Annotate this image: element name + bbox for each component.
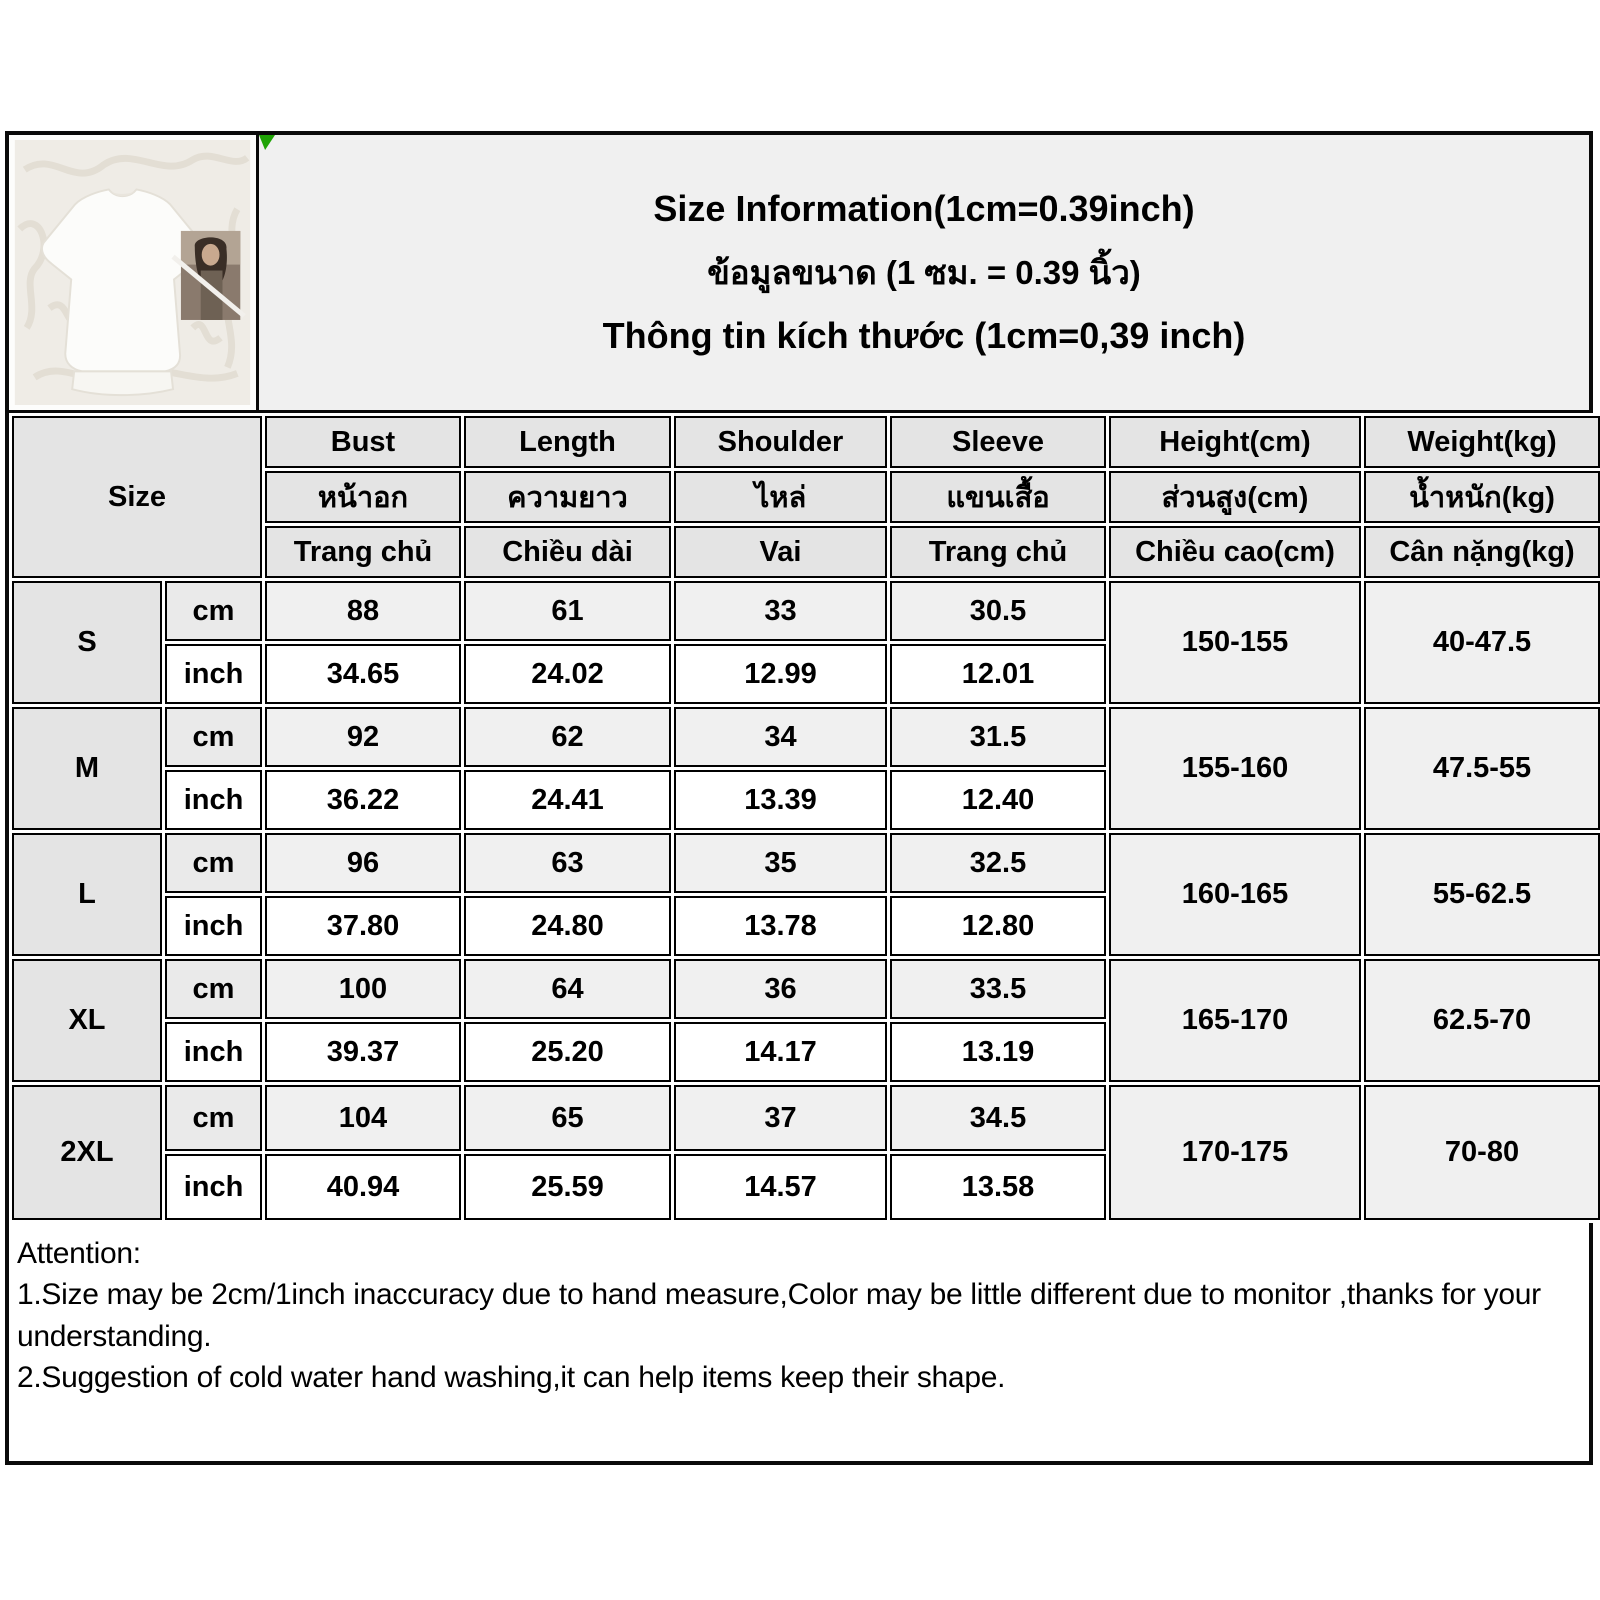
unit-cell-inch: inch: [165, 1022, 262, 1082]
header-cell-length-th: ความยาว: [464, 471, 671, 523]
measurement-cell: 104: [265, 1085, 461, 1151]
measurement-cell: 88: [265, 581, 461, 641]
weight-cell: 40-47.5: [1364, 581, 1600, 704]
unit-cell-cm: cm: [165, 959, 262, 1019]
product-photo-cell: [9, 135, 259, 410]
measurement-cell: 12.80: [890, 896, 1106, 956]
measurement-cell: 35: [674, 833, 887, 893]
height-cell: 170-175: [1109, 1085, 1361, 1220]
header-cell-length-en: Length: [464, 416, 671, 468]
size-table: [9, 413, 1600, 1223]
measurement-cell: 12.40: [890, 770, 1106, 830]
measurement-cell: 61: [464, 581, 671, 641]
header-cell-height-vi: Chiều cao(cm): [1109, 526, 1361, 578]
title-block: [259, 135, 1589, 410]
size-cell-xl: XL: [12, 959, 162, 1082]
measurement-cell: 12.01: [890, 644, 1106, 704]
header-cell-shoulder-en: Shoulder: [674, 416, 887, 468]
header-cell-bust-th: หน้าอก: [265, 471, 461, 523]
height-cell: 155-160: [1109, 707, 1361, 830]
measurement-cell: 25.59: [464, 1154, 671, 1220]
measurement-cell: 12.99: [674, 644, 887, 704]
measurement-cell: 14.17: [674, 1022, 887, 1082]
size-chart-box: [5, 131, 1593, 1465]
measurement-cell: 64: [464, 959, 671, 1019]
header-cell-weight-th: น้ำหนัก(kg): [1364, 471, 1600, 523]
weight-cell: 55-62.5: [1364, 833, 1600, 956]
height-cell: 160-165: [1109, 833, 1361, 956]
measurement-cell: 33.5: [890, 959, 1106, 1019]
unit-cell-inch: inch: [165, 770, 262, 830]
measurement-cell: 13.58: [890, 1154, 1106, 1220]
measurement-cell: 32.5: [890, 833, 1106, 893]
measurement-cell: 34: [674, 707, 887, 767]
measurement-cell: 31.5: [890, 707, 1106, 767]
size-cell-l: L: [12, 833, 162, 956]
footer-section: [9, 1223, 1589, 1461]
measurement-cell: 39.37: [265, 1022, 461, 1082]
title-thai: ข้อมูลขนาด (1 ซม. = 0.39 นิ้ว): [707, 254, 1141, 291]
unit-cell-inch: inch: [165, 896, 262, 956]
attention-heading: Attention:: [17, 1237, 141, 1270]
unit-cell-cm: cm: [165, 833, 262, 893]
header-cell-shoulder-vi: Vai: [674, 526, 887, 578]
measurement-cell: 30.5: [890, 581, 1106, 641]
measurement-cell: 13.39: [674, 770, 887, 830]
attention-note-1: 1.Size may be 2cm/1inch inaccuracy due to hand measure,Color may be little different due to monitor ,thanks for your understanding.: [17, 1278, 1541, 1353]
measurement-cell: 24.80: [464, 896, 671, 956]
measurement-cell: 92: [265, 707, 461, 767]
measurement-cell: 40.94: [265, 1154, 461, 1220]
header-section: [9, 135, 1589, 413]
unit-cell-cm: cm: [165, 707, 262, 767]
size-cell-2xl: 2XL: [12, 1085, 162, 1220]
measurement-cell: 96: [265, 833, 461, 893]
measurement-cell: 36.22: [265, 770, 461, 830]
measurement-cell: 37.80: [265, 896, 461, 956]
header-cell-weight-en: Weight(kg): [1364, 416, 1600, 468]
corner-accent-triangle: [259, 135, 275, 150]
weight-cell: 62.5-70: [1364, 959, 1600, 1082]
unit-cell-cm: cm: [165, 1085, 262, 1151]
title-english: Size Information(1cm=0.39inch): [653, 188, 1195, 229]
header-cell-shoulder-th: ไหล่: [674, 471, 887, 523]
measurement-cell: 63: [464, 833, 671, 893]
model-inset-photo: [173, 231, 244, 320]
measurement-cell: 34.65: [265, 644, 461, 704]
weight-cell: 47.5-55: [1364, 707, 1600, 830]
measurement-cell: 13.19: [890, 1022, 1106, 1082]
size-cell-s: S: [12, 581, 162, 704]
measurement-cell: 100: [265, 959, 461, 1019]
unit-cell-inch: inch: [165, 644, 262, 704]
measurement-cell: 14.57: [674, 1154, 887, 1220]
header-cell-bust-vi: Trang chủ: [265, 526, 461, 578]
title-vietnamese: Thông tin kích thước (1cm=0,39 inch): [602, 315, 1246, 356]
measurement-cell: 65: [464, 1085, 671, 1151]
header-cell-sleeve-en: Sleeve: [890, 416, 1106, 468]
header-cell-height-th: ส่วนสูง(cm): [1109, 471, 1361, 523]
header-cell-length-vi: Chiều dài: [464, 526, 671, 578]
height-cell: 165-170: [1109, 959, 1361, 1082]
header-cell-sleeve-th: แขนเสื้อ: [890, 471, 1106, 523]
measurement-cell: 33: [674, 581, 887, 641]
header-cell-sleeve-vi: Trang chủ: [890, 526, 1106, 578]
header-cell-weight-vi: Cân nặng(kg): [1364, 526, 1600, 578]
size-cell-m: M: [12, 707, 162, 830]
measurement-cell: 62: [464, 707, 671, 767]
unit-cell-cm: cm: [165, 581, 262, 641]
height-cell: 150-155: [1109, 581, 1361, 704]
weight-cell: 70-80: [1364, 1085, 1600, 1220]
measurement-cell: 25.20: [464, 1022, 671, 1082]
header-cell-bust-en: Bust: [265, 416, 461, 468]
measurement-cell: 37: [674, 1085, 887, 1151]
product-photo: [14, 140, 251, 405]
unit-cell-inch: inch: [165, 1154, 262, 1220]
header-cell-height-en: Height(cm): [1109, 416, 1361, 468]
measurement-cell: 36: [674, 959, 887, 1019]
measurement-cell: 24.41: [464, 770, 671, 830]
measurement-cell: 13.78: [674, 896, 887, 956]
attention-note-2: 2.Suggestion of cold water hand washing,it can help items keep their shape.: [17, 1361, 1006, 1395]
measurement-cell: 34.5: [890, 1085, 1106, 1151]
size-header-cell: Size: [12, 416, 262, 578]
measurement-cell: 24.02: [464, 644, 671, 704]
